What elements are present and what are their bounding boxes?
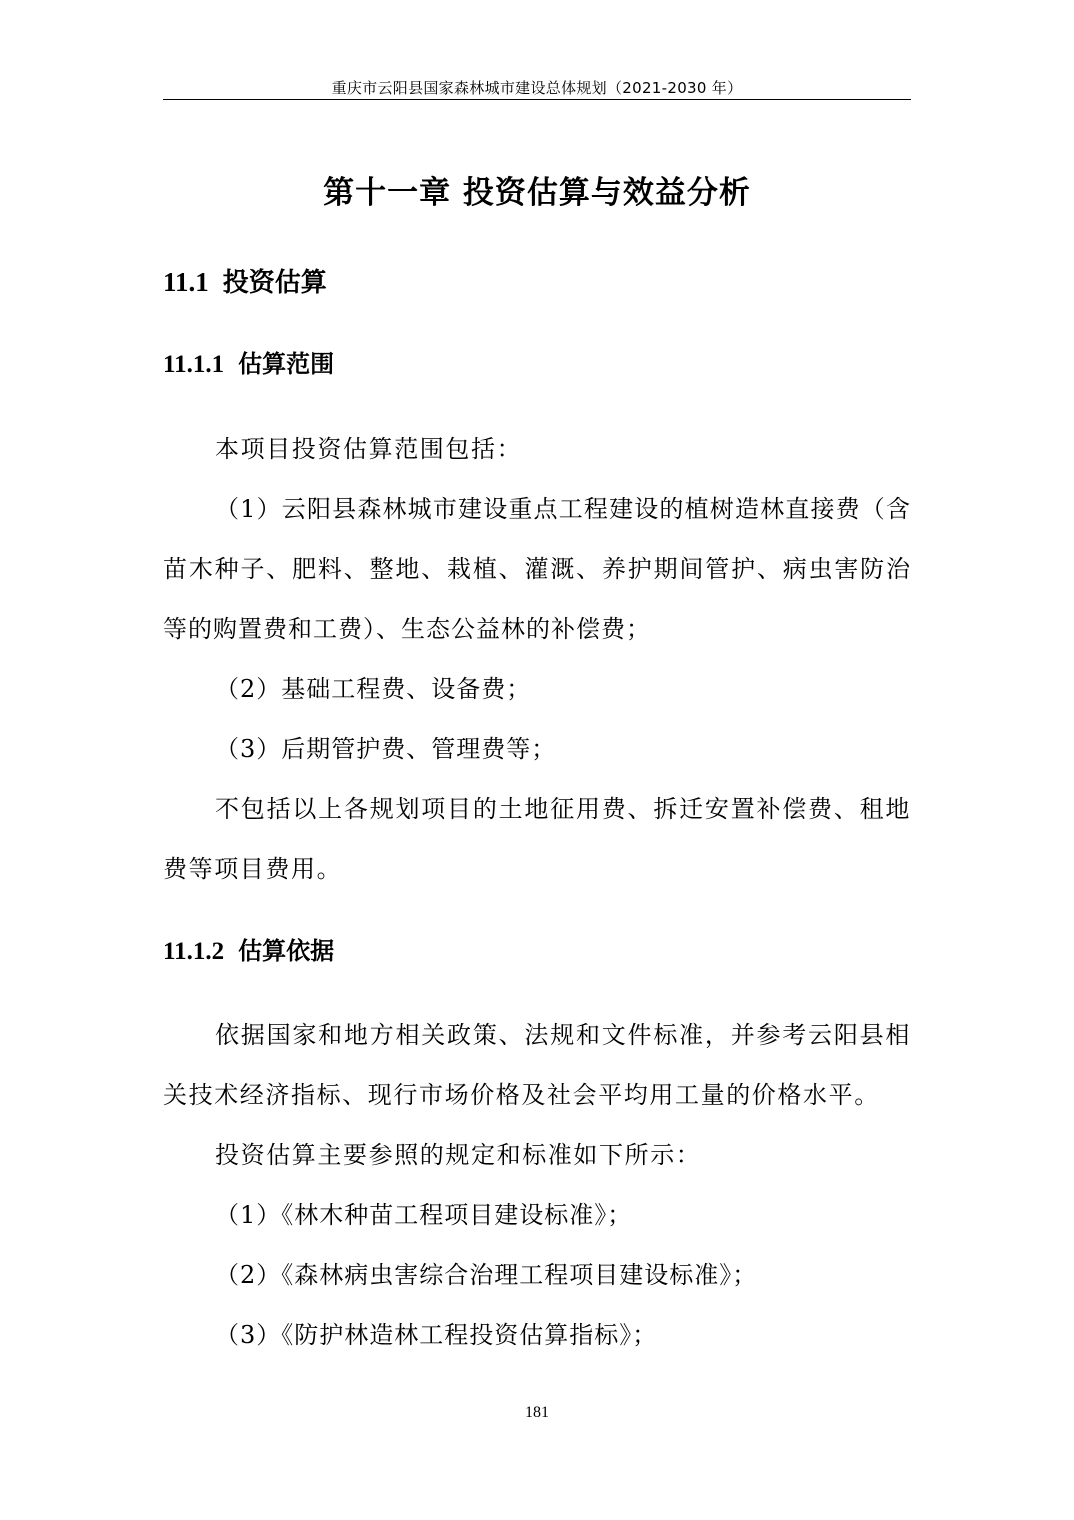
subsection-heading-11-1-1 — [163, 344, 334, 385]
paragraph-scope-intro: 本项目投资估算范围包括： — [215, 435, 523, 463]
page-number: 181 — [525, 1404, 549, 1421]
subsection-number: 11.1.2 — [163, 938, 225, 965]
running-header: 重庆市云阳县国家森林城市建设总体规划（2021-2030 年） — [331, 79, 743, 97]
chapter-title: 第十一章 投资估算与效益分析 — [323, 175, 751, 211]
paragraph-scope-item-1: （1）云阳县森林城市建设重点工程建设的植树造林直接费（含苗木种子、肥料、整地、栽植、灌溉、养护期间管护、病虫害防治等的购置费和工费）、生态公益林的补偿费； — [163, 495, 911, 643]
subsection-heading-11-1-2 — [163, 931, 334, 972]
section-number: 11.1 — [163, 267, 209, 297]
paragraph-scope-item-3: （3）后期管护费、管理费等； — [215, 735, 557, 763]
paragraph-standard-1: （1）《林木种苗工程项目建设标准》； — [215, 1201, 633, 1229]
paragraph-basis: 依据国家和地方相关政策、法规和文件标准，并参考云阳县相关技术经济指标、现行市场价格及社会平均用工量的价格水平。 — [163, 1021, 911, 1109]
subsection-number: 11.1.1 — [163, 351, 225, 378]
header-divider — [163, 99, 911, 100]
paragraph-scope-exclusion: 不包括以上各规划项目的土地征用费、拆迁安置补偿费、租地费等项目费用。 — [163, 795, 911, 883]
subsection-title: 估算范围 — [238, 350, 335, 378]
paragraph-standard-3: （3）《防护林造林工程投资估算指标》； — [215, 1321, 658, 1349]
paragraph-scope-item-2: （2）基础工程费、设备费； — [215, 675, 532, 703]
section-title: 投资估算 — [222, 268, 327, 298]
paragraph-standards-intro: 投资估算主要参照的规定和标准如下所示： — [215, 1141, 702, 1169]
paragraph-standard-2: （2）《森林病虫害综合治理工程项目建设标准》； — [215, 1261, 758, 1289]
section-heading-11-1 — [163, 262, 327, 303]
subsection-title: 估算依据 — [238, 937, 335, 965]
